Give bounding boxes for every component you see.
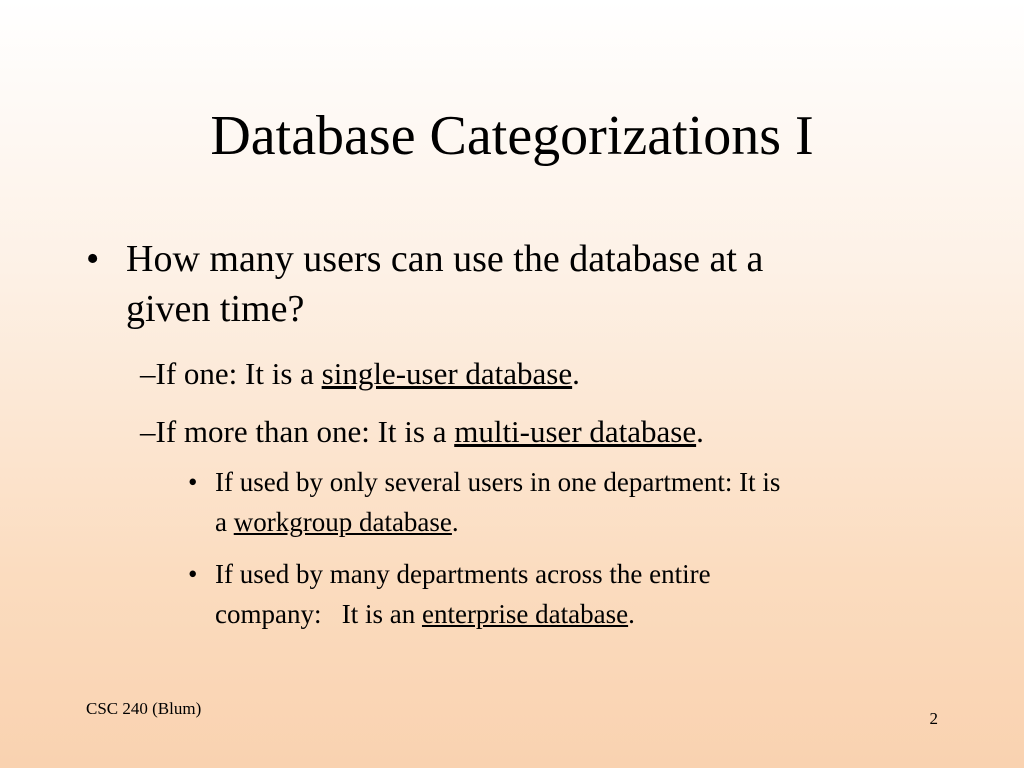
- subsubbullet-marker: •: [188, 467, 198, 497]
- subbullet-marker: –: [140, 414, 156, 449]
- subbullet-multi-user: [140, 412, 1000, 452]
- bullet-text: [126, 234, 763, 334]
- term-single-user-database: single-user database: [321, 356, 573, 391]
- bullet-marker: •: [86, 238, 100, 280]
- page-number: 2: [929, 709, 938, 728]
- subsubbullet-line-1: If used by many departments across the entire: [215, 559, 711, 589]
- subbullet-text: If one: It is a: [155, 356, 322, 391]
- subsubbullet-line-2: [215, 502, 780, 542]
- subbullet-suffix: .: [572, 356, 580, 391]
- subbullet-text: If more than one: It is a: [155, 414, 455, 449]
- term-enterprise-database: enterprise database: [421, 599, 629, 629]
- subbullet-marker: –: [140, 356, 156, 391]
- line-prefix: a: [215, 507, 234, 537]
- bullet-line-1: How many users can use the database at a: [126, 238, 764, 280]
- subsubbullet-marker: •: [188, 559, 198, 589]
- subbullet-single-user: [140, 354, 1000, 394]
- slide-title: Database Categorizations I: [210, 105, 814, 167]
- footer-course: CSC 240 (Blum): [86, 699, 202, 718]
- subsubbullet-line-1: If used by only several users in one department: It is: [215, 467, 781, 497]
- line-suffix: .: [451, 507, 459, 537]
- line-prefix: company: It is an: [215, 599, 422, 629]
- subbullet-suffix: .: [696, 414, 704, 449]
- bullet-line-2: given time?: [126, 288, 305, 330]
- subsubbullet-line-2: [215, 594, 711, 634]
- line-suffix: .: [628, 599, 635, 629]
- subsubbullet-text: [215, 462, 780, 542]
- subsubbullet-text: [215, 554, 711, 634]
- term-multi-user-database: multi-user database: [454, 414, 697, 449]
- term-workgroup-database: workgroup database: [233, 507, 452, 537]
